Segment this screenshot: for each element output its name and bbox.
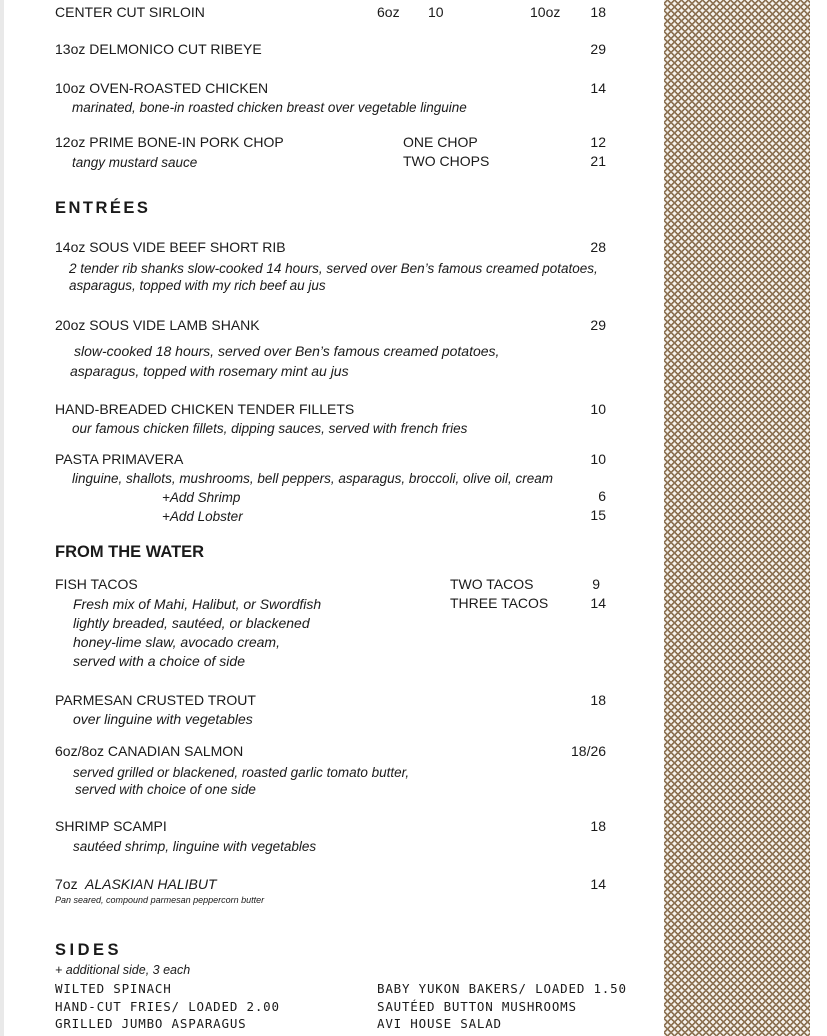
item-size: 6oz [377,4,400,20]
side-item: GRILLED JUMBO ASPARAGUS [55,1016,247,1031]
item-name: FISH TACOS [55,576,138,592]
add-on-shrimp: +Add Shrimp [162,490,241,505]
sides-note: + additional side, 3 each [55,963,191,977]
item-description: linguine, shallots, mushrooms, bell peppers, asparagus, broccoli, olive oil, cream [72,471,553,486]
item-price: 14 [590,876,606,892]
item-description: slow-cooked 18 hours, served over Ben’s famous creamed potatoes, [74,343,500,359]
add-on-price: 6 [598,488,606,504]
item-name: 6oz/8oz CANADIAN SALMON [55,743,244,759]
item-name: CENTER CUT SIRLOIN [55,4,205,20]
item-price: 28 [590,239,606,255]
item-description: 2 tender rib shanks slow-cooked 14 hours, served over Ben’s famous creamed potatoes, [69,261,598,276]
item-size: 10oz [530,4,561,20]
decorative-pattern-border [664,0,810,1036]
add-on-price: 15 [590,507,606,523]
item-price: 14 [590,80,606,96]
item-price: 18 [590,692,606,708]
right-gutter [810,0,827,1036]
item-option: THREE TACOS [450,595,549,611]
item-name: PARMESAN CRUSTED TROUT [55,692,256,708]
item-description: asparagus, topped with my rich beef au jus [69,278,326,293]
item-price: 18 [590,4,606,20]
item-description: over linguine with vegetables [73,711,253,727]
side-item: AVI HOUSE SALAD [377,1016,502,1031]
item-description: tangy mustard sauce [72,155,198,170]
item-price: 29 [590,41,606,57]
item-name: HAND-BREADED CHICKEN TENDER FILLETS [55,401,355,417]
item-description: served with a choice of side [73,653,245,669]
item-price: 12 [590,134,606,150]
item-name: 20oz SOUS VIDE LAMB SHANK [55,317,260,333]
item-price: 9 [592,576,600,592]
left-edge [0,0,4,1036]
item-description: marinated, bone-in roasted chicken breast over vegetable linguine [72,100,467,115]
item-option: ONE CHOP [403,134,478,150]
item-price: 18 [590,818,606,834]
item-description: sautéed shrimp, linguine with vegetables [73,839,317,854]
add-on-lobster: +Add Lobster [162,509,243,524]
item-description: served with choice of one side [75,782,256,797]
item-price: 10 [590,451,606,467]
section-heading-from-the-water: FROM THE WATER [55,543,205,561]
item-name: 10oz OVEN-ROASTED CHICKEN [55,80,269,96]
item-price: 10 [590,401,606,417]
section-heading-entrees: ENTRÉES [55,199,151,217]
side-item: BABY YUKON BAKERS/ LOADED 1.50 [377,981,627,996]
item-name: 12oz PRIME BONE-IN PORK CHOP [55,134,284,150]
item-price: 14 [590,595,606,611]
item-price: 10 [428,4,444,20]
side-item: SAUTÉED BUTTON MUSHROOMS [377,999,577,1014]
item-description: Fresh mix of Mahi, Halibut, or Swordfish [73,596,322,612]
item-name: SHRIMP SCAMPI [55,818,167,834]
item-description: honey-lime slaw, avocado cream, [73,634,280,650]
side-item: HAND-CUT FRIES/ LOADED 2.00 [55,999,280,1014]
item-price: 18/26 [571,743,607,759]
item-description: lightly breaded, sautéed, or blackened [73,615,310,631]
item-description: asparagus, topped with rosemary mint au jus [70,363,349,379]
section-heading-sides: SIDES [55,941,123,959]
item-name: ALASKIAN HALIBUT [85,876,217,892]
item-price: 29 [590,317,606,333]
item-description: served grilled or blackened, roasted garlic tomato butter, [73,765,410,780]
item-name: 13oz DELMONICO CUT RIBEYE [55,41,262,57]
item-size: 7oz [55,876,78,892]
item-name: 14oz SOUS VIDE BEEF SHORT RIB [55,239,286,255]
item-description: our famous chicken fillets, dipping sauces, served with french fries [72,421,468,436]
item-option: TWO TACOS [450,576,534,592]
item-price: 21 [590,153,606,169]
side-item: WILTED SPINACH [55,981,172,996]
item-description: Pan seared, compound parmesan peppercorn butter [55,895,265,905]
item-name: PASTA PRIMAVERA [55,451,184,467]
item-option: TWO CHOPS [403,153,490,169]
